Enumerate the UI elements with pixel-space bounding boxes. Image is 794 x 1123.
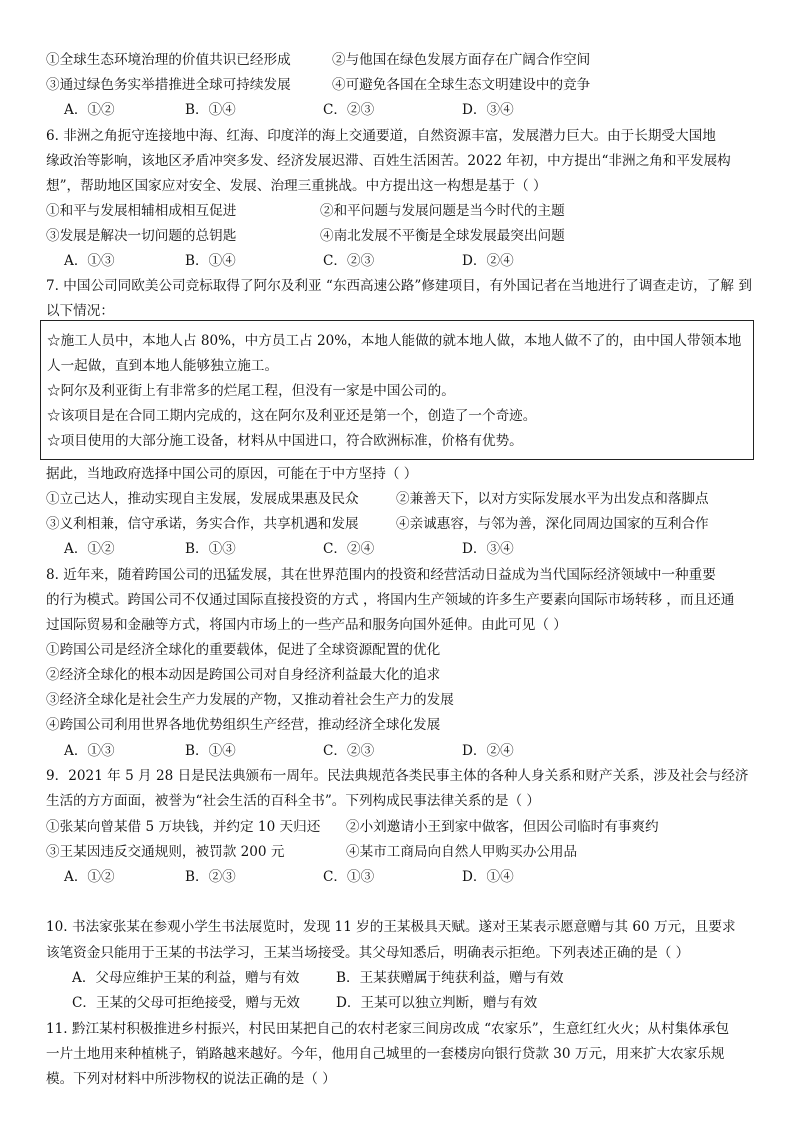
q8-stem-line: 的行为模式。跨国公司不仅通过国际直接投资的方式 ，将国内生产领域的许多生产要素向国际市场转移 ，而且还通 <box>46 592 735 608</box>
q5-option-3: ③通过绿色务实举措推进全球可持续发展 <box>46 77 291 93</box>
q7-option-3: ③义利相兼，信守承诺，务实合作，共享机遇和发展 <box>46 516 359 532</box>
q5-answer-d: D．③④ <box>462 102 514 118</box>
q7-material-line: ☆项目使用的大部分施工设备，材料从中国进口，符合欧洲标准，价格有优势。 <box>47 433 523 449</box>
q11-stem-line: 11. 黔江某村积极推进乡村振兴，村民田某把自己的农村老家三间房改成 “农家乐”，生意红红火火；从村集体承包 <box>46 1021 730 1037</box>
q9-answer-a: A．①② <box>64 869 115 885</box>
q10-answer-b: B．王某获赠属于纯获利益，赠与有效 <box>336 970 564 986</box>
q6-answer-c: C．②③ <box>323 253 375 269</box>
q7-material-line: ☆阿尔及利亚街上有非常多的烂尾工程，但没有一家是中国公司的。 <box>47 383 455 399</box>
q8-option-3: ③经济全球化是社会生产力发展的产物，又推动着社会生产力的发展 <box>46 692 454 708</box>
q10-answer-c: C．王某的父母可拒绝接受，赠与无效 <box>72 995 300 1011</box>
q7-material-line: 人一起做，直到本地人能够独立施工。 <box>47 358 279 374</box>
q8-answer-a: A．①③ <box>64 743 115 759</box>
q6-answer-a: A．①③ <box>64 253 115 269</box>
q10-stem-line: 10. 书法家张某在参观小学生书法展览时，发现 11 岁的王某极具天赋。遂对王某表示愿意赠与其 60 万元，且要求 <box>46 919 736 935</box>
q7-material-line: ☆施工人员中，本地人占 80%，中方员工占 20%，本地人能做的就本地人做，本地人做不了的，由中国人带领本地 <box>47 333 742 349</box>
q7-option-1: ①立己达人，推动实现自主发展，发展成果惠及民众 <box>46 491 359 507</box>
q7-option-4: ④亲诚惠容，与邻为善，深化同周边国家的互利合作 <box>396 516 709 532</box>
q6-stem-line: 6. 非洲之角扼守连接地中海、红海、印度洋的海上交通要道，自然资源丰富，发展潜力巨大。由于长期受大国地 <box>46 128 716 144</box>
q5-answer-a: A．①② <box>64 102 115 118</box>
q7-material-box <box>40 320 754 460</box>
q5-option-2: ②与他国在绿色发展方面存在广阔合作空间 <box>332 52 591 68</box>
q6-option-1: ①和平与发展相辅相成相互促进 <box>46 203 237 219</box>
q10-stem-line: 该笔资金只能用于王某的书法学习，王某当场接受。其父母知悉后，明确表示拒绝。下列表述正确的是（ ） <box>46 945 690 961</box>
q9-option-2: ②小刘邀请小王到家中做客，但因公司临时有事爽约 <box>346 819 659 835</box>
q7-answer-d: D．③④ <box>462 541 514 557</box>
q9-answer-c: C．①③ <box>323 869 375 885</box>
q6-answer-b: B．①④ <box>185 253 236 269</box>
q11-stem-line: 模。下列对材料中所涉物权的说法正确的是（ ） <box>46 1071 336 1087</box>
q6-option-3: ③发展是解决一切问题的总钥匙 <box>46 228 237 244</box>
q7-answer-b: B．①③ <box>185 541 236 557</box>
q7-stem-line: 7. 中国公司同欧美公司竞标取得了阿尔及利亚 “东西高速公路”修建项目，有外国记者在当地进行了调查走访，了解 到 <box>46 278 752 294</box>
q8-option-1: ①跨国公司是经济全球化的重要载体，促进了全球资源配置的优化 <box>46 642 441 658</box>
q9-option-1: ①张某向曾某借 5 万块钱，并约定 10 天归还 <box>46 819 321 835</box>
q7-question: 据此，当地政府选择中国公司的原因，可能在于中方坚持（ ） <box>46 466 418 482</box>
q5-answer-b: B．①④ <box>185 102 236 118</box>
q8-answer-c: C．②③ <box>323 743 375 759</box>
q9-answer-b: B．②③ <box>185 869 236 885</box>
q8-option-4: ④跨国公司利用世界各地优势组织生产经营，推动经济全球化发展 <box>46 717 441 733</box>
q6-stem-line: 缘政治等影响，该地区矛盾冲突多发、经济发展迟滞、百姓生活困苦。2022 年初，中方提出“非洲之角和平发展构 <box>46 153 731 169</box>
q7-material-line: ☆该项目是在合同工期内完成的，这在阿尔及利亚还是第一个，创造了一个奇迹。 <box>47 408 537 424</box>
q7-option-2: ②兼善天下，以对方实际发展水平为出发点和落脚点 <box>396 491 709 507</box>
q7-stem-line: 以下情况： <box>46 303 114 319</box>
q5-option-4: ④可避免各国在全球生态文明建设中的竞争 <box>332 77 591 93</box>
q9-stem-line: 生活的方方面面，被誉为“社会生活的百科全书”。下列构成民事法律关系的是（ ） <box>46 793 540 809</box>
q5-answer-c: C．②③ <box>323 102 375 118</box>
q7-answer-c: C．②④ <box>323 541 375 557</box>
q9-answer-d: D．①④ <box>462 869 514 885</box>
q8-answer-d: D．②④ <box>462 743 514 759</box>
q10-answer-a: A．父母应维护王某的利益，赠与有效 <box>72 970 300 986</box>
q9-option-4: ④某市工商局向自然人甲购买办公用品 <box>346 844 578 860</box>
q6-answer-d: D．②④ <box>462 253 514 269</box>
q8-option-2: ②经济全球化的根本动因是跨国公司对自身经济利益最大化的追求 <box>46 667 441 683</box>
q8-stem-line: 8. 近年来，随着跨国公司的迅猛发展，其在世界范围内的投资和经营活动日益成为当代国际经济领域中一种重要 <box>46 567 716 583</box>
q6-option-2: ②和平问题与发展问题是当今时代的主题 <box>320 203 565 219</box>
q5-option-1: ①全球生态环境治理的价值共识已经形成 <box>46 52 291 68</box>
q9-stem-line: 9．2021 年 5 月 28 日是民法典颁布一周年。民法典规范各类民事主体的各种人身关系和财产关系，涉及社会与经济 <box>46 768 749 784</box>
q9-option-3: ③王某因违反交通规则，被罚款 200 元 <box>46 844 285 860</box>
q11-stem-line: 一片土地用来种植桃子，销路越来越好。今年，他用自己城里的一套楼房向银行贷款 30 万元，用来扩大农家乐规 <box>46 1046 725 1062</box>
q8-stem-line: 过国际贸易和金融等方式，将国内市场上的一些产品和服务向国外延伸。由此可见（ ） <box>46 617 567 633</box>
q7-answer-a: A．①② <box>64 541 115 557</box>
q10-answer-d: D．王某可以独立判断，赠与有效 <box>336 995 538 1011</box>
q6-stem-line: 想”，帮助地区国家应对安全、发展、治理三重挑战。中方提出这一构想是基于（ ） <box>46 178 547 194</box>
q6-option-4: ④南北发展不平衡是全球发展最突出问题 <box>320 228 565 244</box>
q8-answer-b: B．①④ <box>185 743 236 759</box>
